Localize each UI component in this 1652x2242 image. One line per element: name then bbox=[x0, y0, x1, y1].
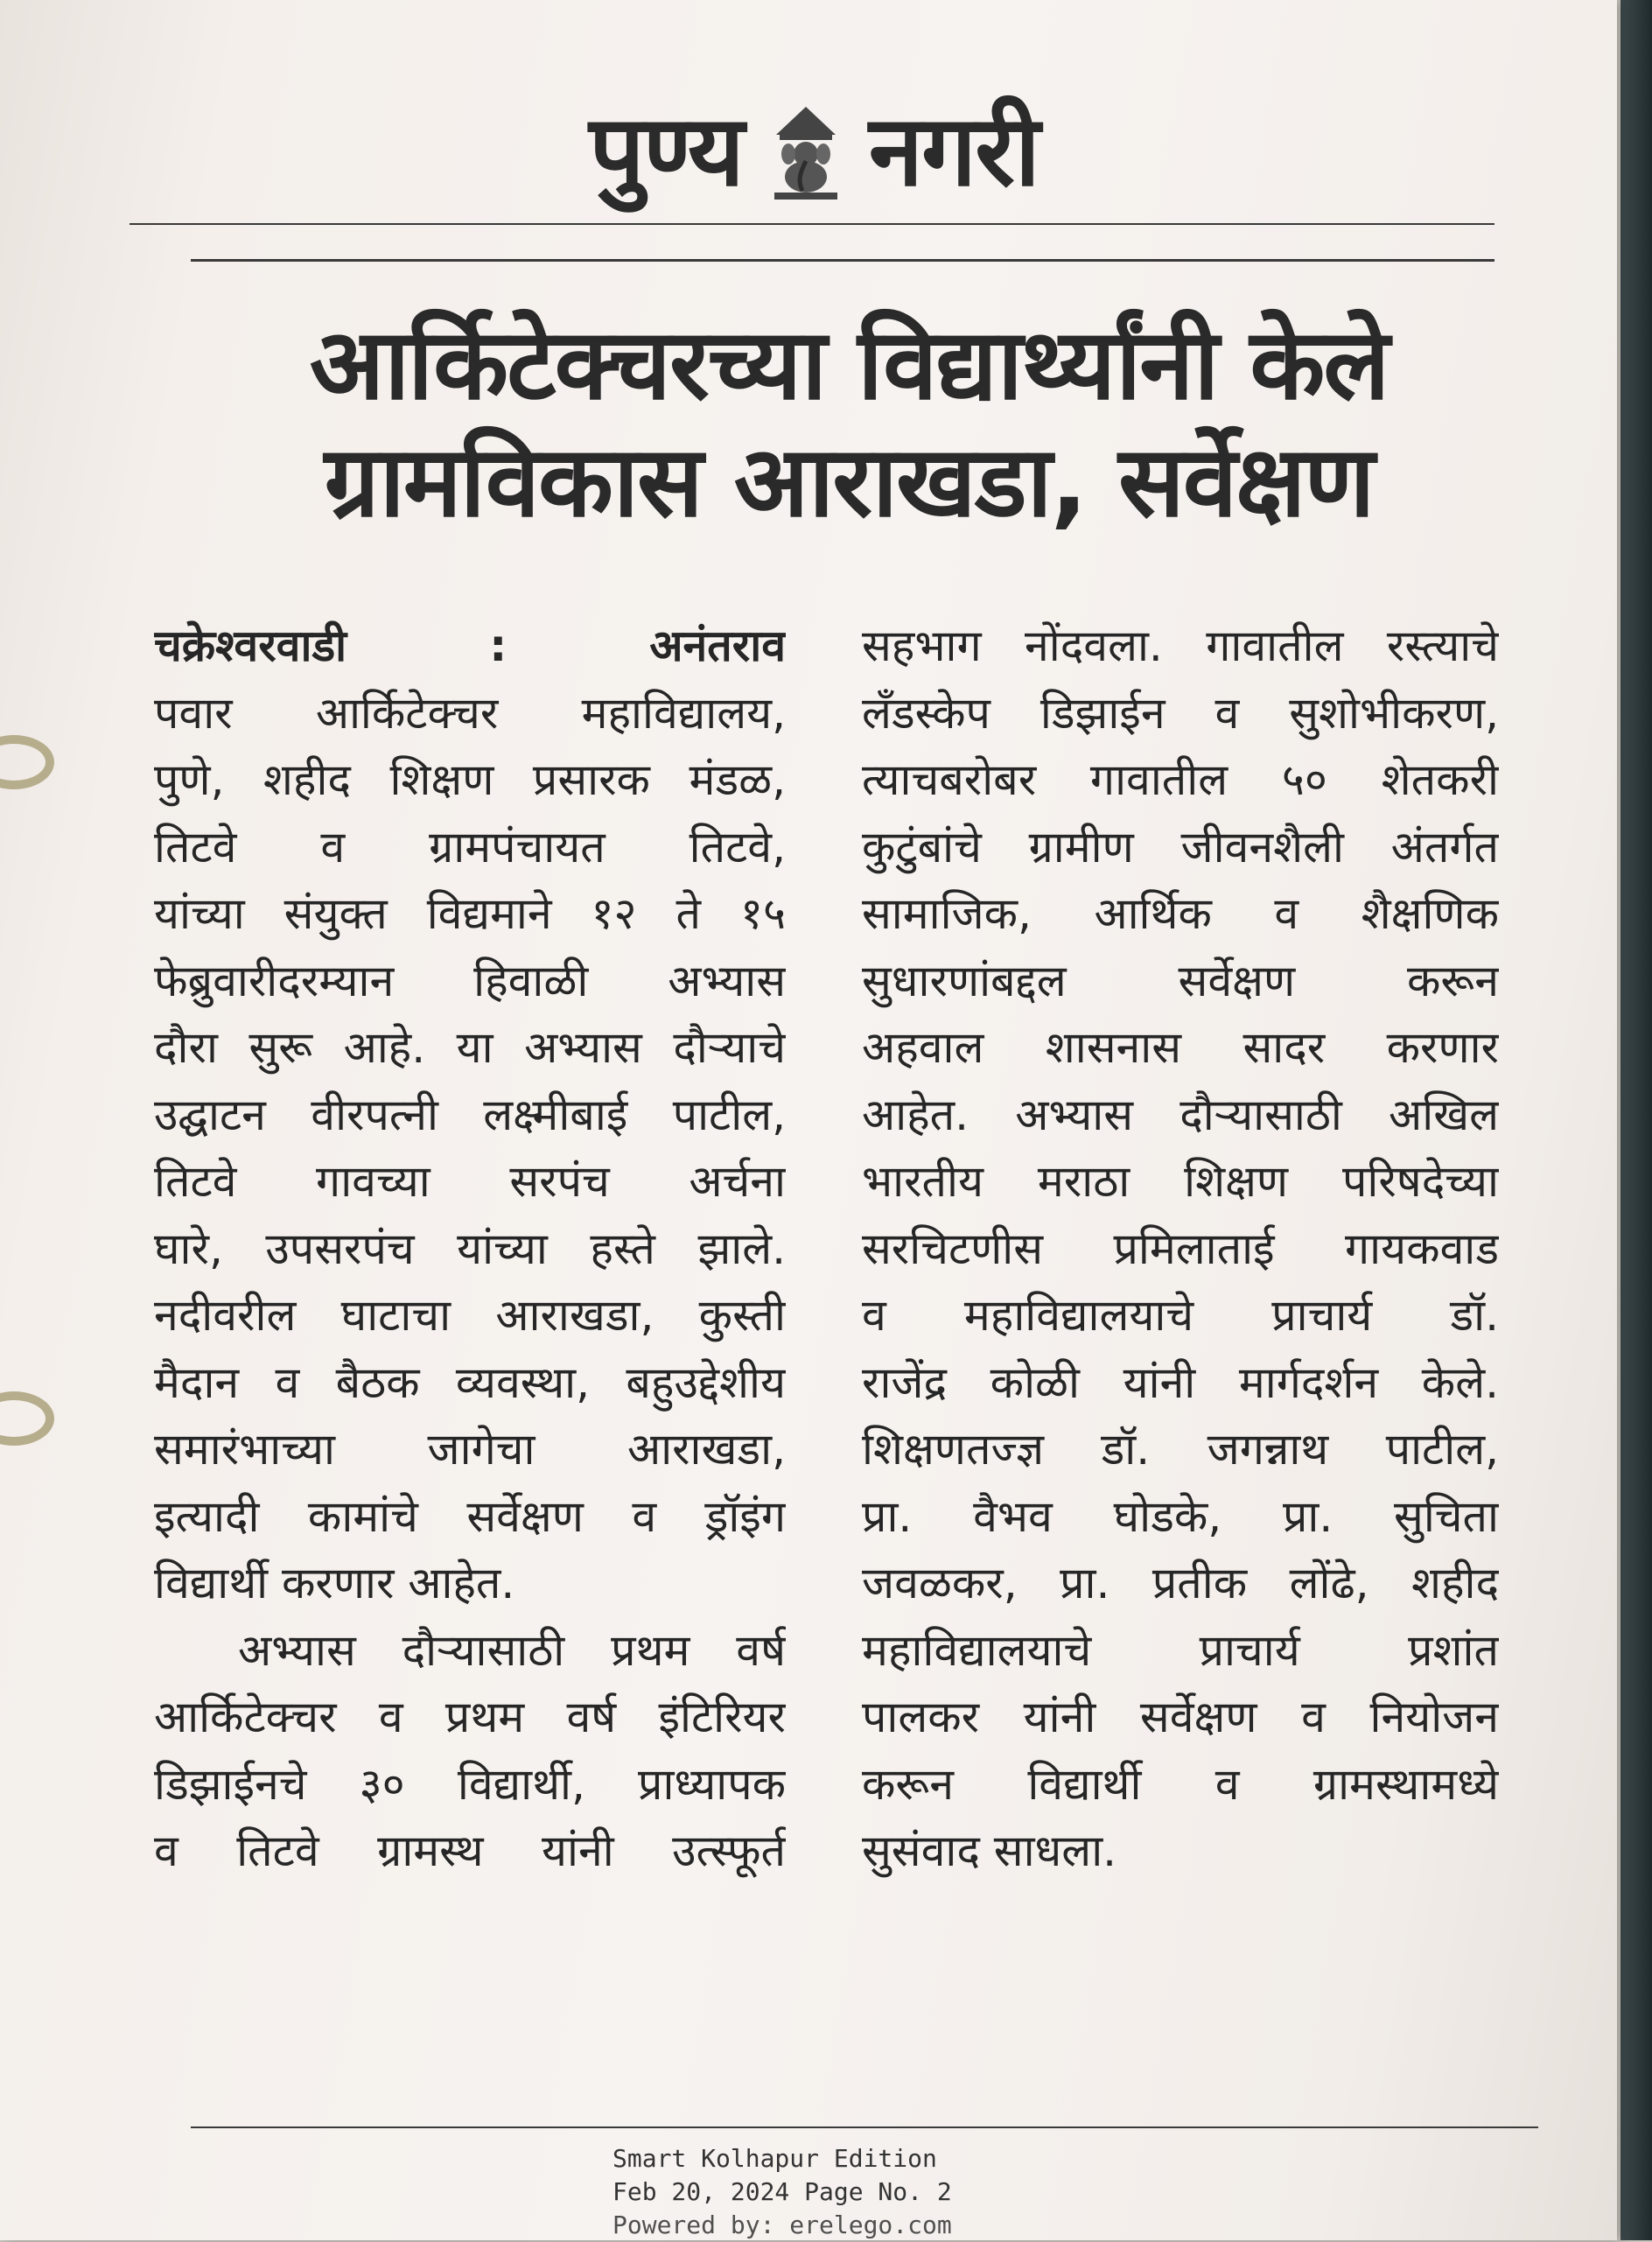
article-line: व तिटवे ग्रामस्थ यांनी उत्स्फूर्त bbox=[154, 1825, 786, 1876]
article-line: अहवाल शासनास सादर करणार bbox=[862, 1022, 1499, 1073]
article-line: राजेंद्र कोळी यांनी मार्गदर्शन केले. bbox=[862, 1356, 1499, 1408]
headline bbox=[175, 306, 1522, 542]
article-line: लँडस्केप डिझाईन व सुशोभीकरण, bbox=[862, 687, 1499, 739]
article-line: पवार आर्किटेक्चर महाविद्यालय, bbox=[154, 687, 786, 739]
article-line: करून विद्यार्थी व ग्रामस्थामध्ये bbox=[862, 1758, 1499, 1810]
article-line: पालकर यांनी सर्वेक्षण व नियोजन bbox=[862, 1692, 1499, 1742]
article-line: शिक्षणतज्ज्ञ डॉ. जगन्नाथ पाटील, bbox=[862, 1424, 1499, 1475]
article-line: यांच्या संयुक्त विद्यमाने १२ ते १५ bbox=[154, 888, 786, 939]
headline-line: आर्किटेक्चरच्या विद्यार्थ्यांनी केले bbox=[309, 308, 1389, 422]
article-line: महाविद्यालयाचे प्राचार्य प्रशांत bbox=[862, 1624, 1499, 1676]
article-line: तिटवे व ग्रामपंचायत तिटवे, bbox=[154, 821, 786, 872]
article-line: भारतीय मराठा शिक्षण परिषदेच्या bbox=[862, 1156, 1499, 1207]
article-column-right bbox=[862, 613, 1499, 1885]
masthead-left: पुण्य bbox=[589, 95, 743, 208]
article-line: सुसंवाद साधला. bbox=[862, 1825, 1117, 1876]
article-line: दौरा सुरू आहे. या अभ्यास दौऱ्याचे bbox=[154, 1022, 786, 1073]
binder-ring bbox=[0, 735, 54, 789]
article-line: त्याचबरोबर गावातील ५० शेतकरी bbox=[862, 754, 1499, 805]
article-line: सहभाग नोंदवला. गावातील रस्त्याचे bbox=[862, 620, 1499, 671]
article-line: अभ्यास दौऱ्यासाठी प्रथम वर्ष bbox=[238, 1624, 786, 1676]
masthead bbox=[525, 95, 1102, 208]
article-line: नदीवरील घाटाचा आराखडा, कुस्ती bbox=[154, 1290, 786, 1341]
article-line: सामाजिक, आर्थिक व शैक्षणिक bbox=[862, 888, 1499, 939]
article-line: सुधारणांबद्दल सर्वेक्षण करून bbox=[862, 955, 1499, 1006]
edition-footer bbox=[612, 2142, 962, 2242]
article-line: आर्किटेक्चर व प्रथम वर्ष इंटिरियर bbox=[154, 1692, 786, 1742]
article-column-left bbox=[154, 613, 786, 1885]
article-line: डिझाईनचे ३० विद्यार्थी, प्राध्यापक bbox=[154, 1758, 786, 1810]
article-line: उद्घाटन वीरपत्नी लक्ष्मीबाई पाटील, bbox=[154, 1089, 786, 1140]
article-line: जवळकर, प्रा. प्रतीक लोंढे, शहीद bbox=[862, 1558, 1499, 1608]
article-line: प्रा. वैभव घोडके, प्रा. सुचिता bbox=[862, 1490, 1499, 1542]
article-line: घारे, उपसरपंच यांच्या हस्ते झाले. bbox=[154, 1223, 786, 1274]
article-line: विद्यार्थी करणार आहेत. bbox=[154, 1558, 515, 1608]
article-line: समारंभाच्या जागेचा आराखडा, bbox=[154, 1424, 786, 1475]
edition-date-page: Feb 20, 2024 Page No. 2 bbox=[612, 2177, 952, 2206]
article-line: आहेत. अभ्यास दौऱ्यासाठी अखिल bbox=[862, 1089, 1499, 1140]
article-line: पुणे, शहीद शिक्षण प्रसारक मंडळ, bbox=[154, 754, 786, 805]
divider bbox=[130, 223, 1494, 225]
article-line: फेब्रुवारीदरम्यान हिवाळी अभ्यास bbox=[154, 955, 786, 1006]
background-edge bbox=[1620, 0, 1652, 2240]
binder-ring bbox=[0, 1391, 54, 1446]
masthead-right: नगरी bbox=[868, 95, 1039, 208]
divider bbox=[191, 259, 1494, 262]
article-line: व महाविद्यालयाचे प्राचार्य डॉ. bbox=[862, 1290, 1499, 1341]
edition-name: Smart Kolhapur Edition bbox=[612, 2144, 937, 2173]
article-line: सरचिटणीस प्रमिलाताई गायकवाड bbox=[862, 1223, 1499, 1274]
powered-by: Powered by: erelego.com bbox=[612, 2210, 952, 2239]
headline-line: ग्रामविकास आराखडा, सर्वेक्षण bbox=[324, 425, 1374, 540]
ganesha-emblem-icon bbox=[759, 100, 853, 203]
article-line: चक्रेश्वरवाडी : अनंतराव bbox=[154, 620, 786, 671]
article-line: तिटवे गावच्या सरपंच अर्चना bbox=[154, 1156, 786, 1207]
article-line: इत्यादी कामांचे सर्वेक्षण व ड्रॉइंग bbox=[154, 1490, 786, 1542]
divider bbox=[191, 2126, 1538, 2128]
article-line: कुटुंबांचे ग्रामीण जीवनशैली अंतर्गत bbox=[862, 821, 1499, 872]
article-line: मैदान व बैठक व्यवस्था, बहुउद्देशीय bbox=[154, 1356, 786, 1408]
